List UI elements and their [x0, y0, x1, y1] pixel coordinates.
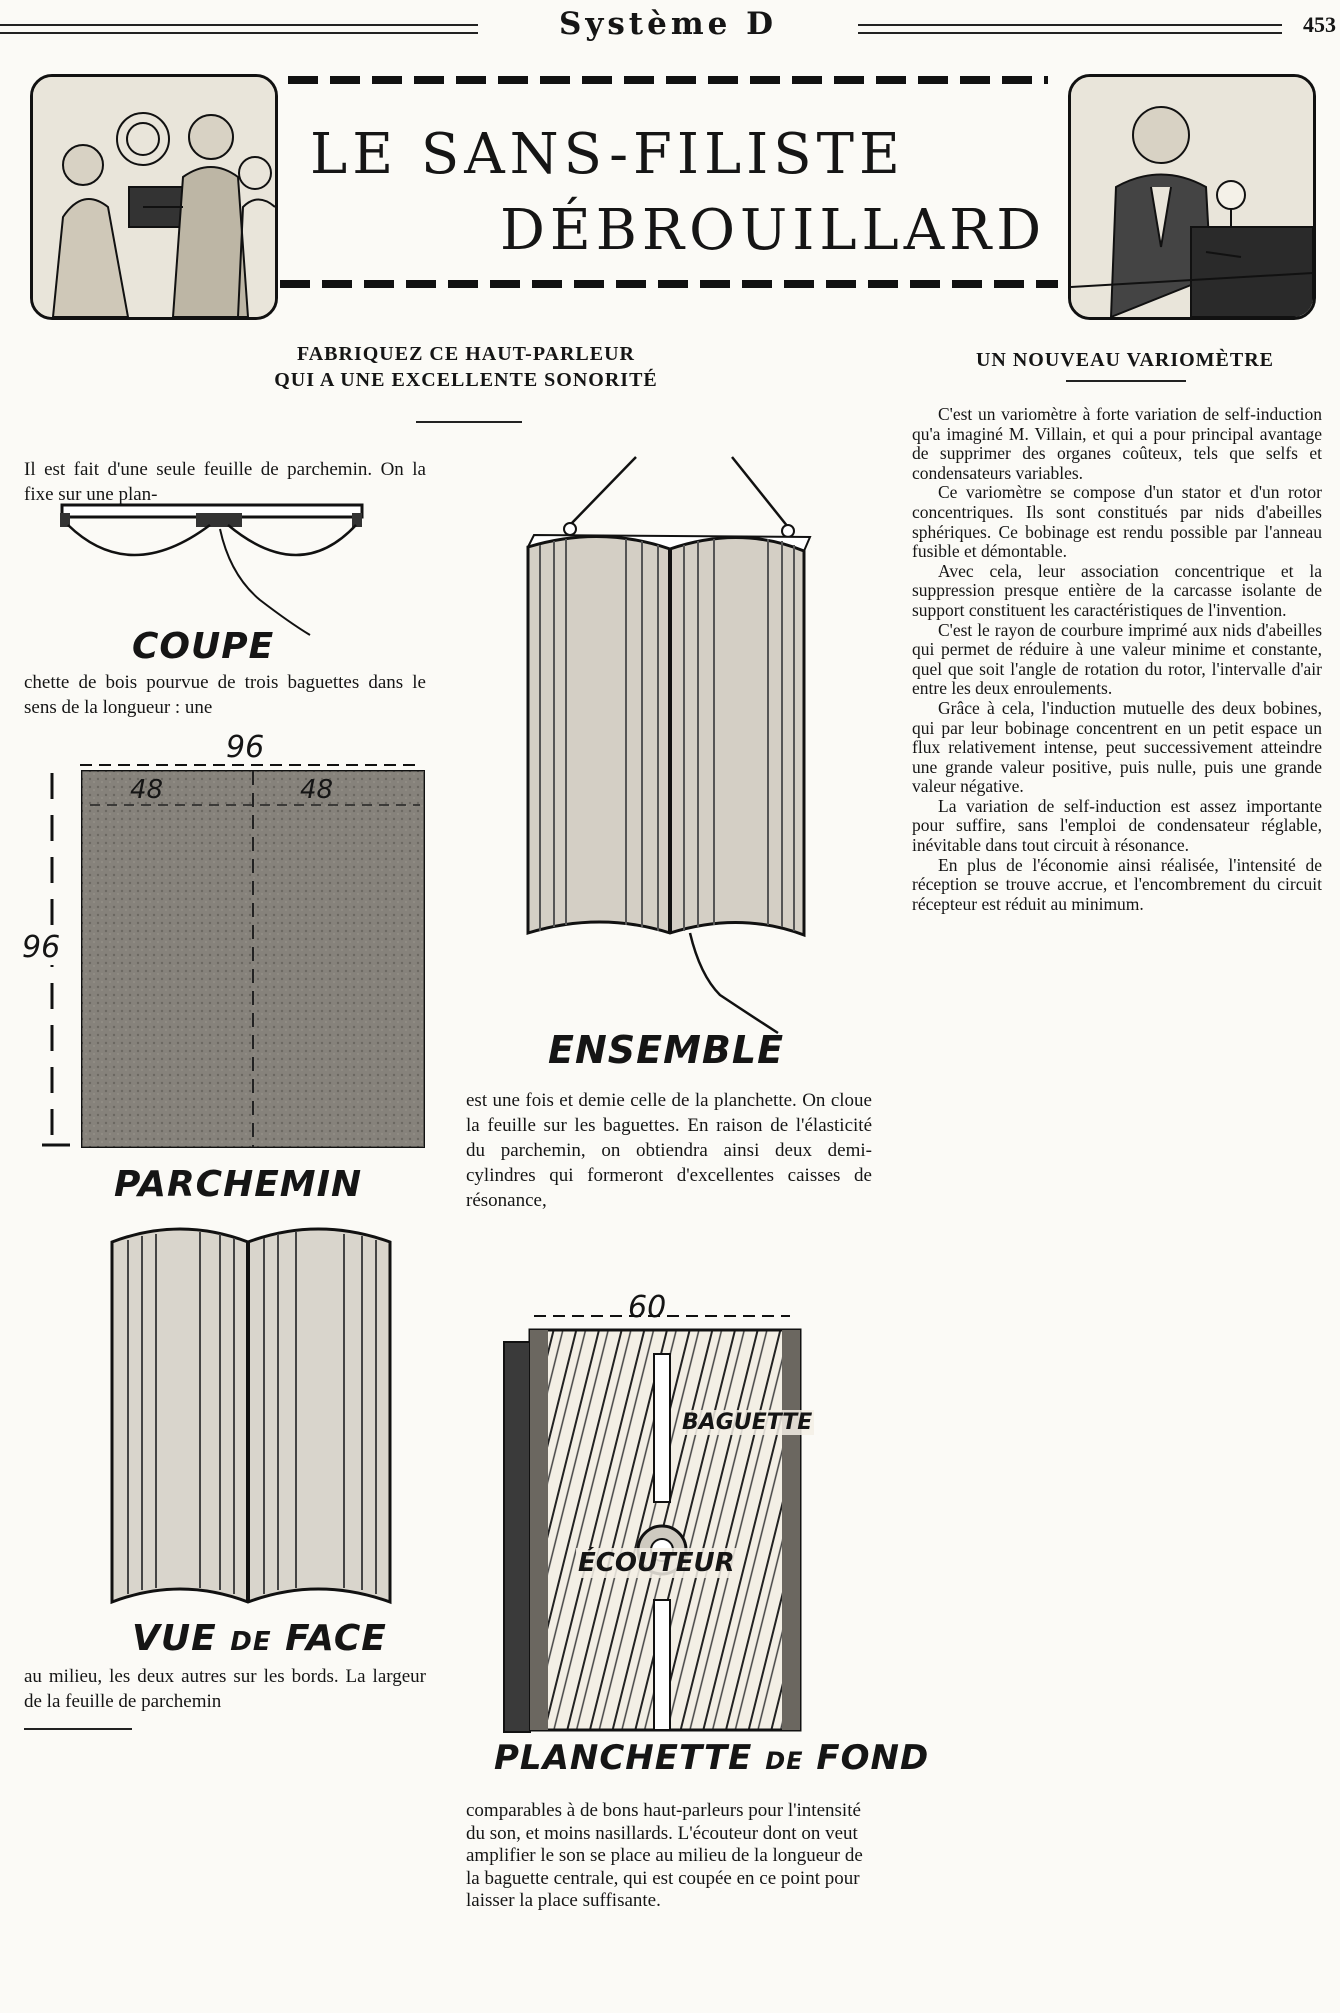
label-ecouteur: ÉCOUTEUR [578, 1548, 735, 1578]
figure-ensemble-drawing [520, 455, 820, 1055]
banner-title-line1: LE SANS-FILISTE [310, 122, 905, 187]
dimension-parchemin-half-left: 48 [130, 775, 164, 805]
running-head-rule-left [0, 24, 478, 34]
vignette-right-illustration [1068, 74, 1316, 320]
page-number: 453 [1303, 12, 1336, 37]
right-article-body [912, 405, 1322, 914]
right-para-6: La variation de self-induction est assez importante pour suffire, sans l'emploi de condensateur réglable, inévitable dans tout circuit à résonance. [912, 795, 1322, 856]
caption-de-word: DE [230, 1627, 272, 1657]
center-article-para4 [466, 1088, 872, 1213]
caption-vue-de-face [132, 1618, 387, 1659]
left-article-title [206, 341, 726, 393]
banner [30, 74, 1310, 314]
left-article-title-line1: FABRIQUEZ CE HAUT-PARLEUR [297, 343, 635, 365]
right-article-title: UN NOUVEAU VARIOMÈTRE [975, 349, 1275, 371]
dimension-parchemin-half-right: 48 [300, 775, 334, 805]
para4-text: est une fois et demie celle de la planchette. On cloue la feuille sur les baguettes. En raison de l'élasticité du parchemin, on obtiendra ainsi deux demi-cylindres qui formeront d'excellentes caisses de résonance, [466, 1090, 872, 1211]
caption-coupe: COUPE [132, 626, 275, 667]
right-title-rule [1066, 380, 1186, 382]
figure-parchemin-drawing [40, 745, 440, 1165]
figure-vue-de-face-drawing [108, 1222, 398, 1622]
radio-operator-illustration [1071, 77, 1313, 317]
right-para-5: Grâce à cela, l'induction mutuelle des deux bobines, qui par leur bobinage concentrent en un petit espace un flux relativement intense, peut successivement atteindre une grande valeur positive, puis nulle, puis une grande valeur négative. [912, 697, 1322, 797]
right-para-1: C'est un variomètre à forte variation de self-induction qu'a imaginé M. Villain, et qui a pour principal avantage de supprimer des organes coûteux, tels que selfs et condensateurs variables. [912, 404, 1322, 483]
right-para-3: Avec cela, leur association concentrique et la suppression presque entière de la carcasse isolante de support constituent les caractéristiques de l'invention. [912, 560, 1322, 620]
dimension-parchemin-width: 96 [226, 730, 265, 765]
para1-text: Il est fait d'une seule feuille de parchemin. On la fixe sur une plan- [24, 459, 426, 505]
figure-coupe-drawing [60, 505, 380, 645]
para2-text: chette de bois pourvue de trois baguettes dans le sens de la longueur : une [24, 672, 426, 718]
running-head [0, 6, 1340, 46]
right-para-4: C'est le rayon de courbure imprimé aux nids d'abeilles qui permet de réduire à une valeur minime et constante, quel que soit l'angle de rotation du rotor, l'intervalle d'air entre les deux enroulements. [912, 619, 1322, 699]
caption-face-word: FACE [285, 1618, 387, 1659]
left-title-rule [416, 421, 522, 423]
center-article-para5 [466, 1800, 876, 1913]
banner-title-line2: DÉBROUILLARD [500, 198, 1047, 263]
vignette-left-illustration [30, 74, 278, 320]
caption-planchette-de-fond [494, 1738, 929, 1778]
right-para-7: En plus de l'économie ainsi réalisée, l'intensité de réception se trouve accrue, et l'encombrement du circuit récepteur est réduit au minimum. [912, 854, 1322, 914]
caption-ensemble: ENSEMBLE [548, 1028, 785, 1072]
para3-text: au milieu, les deux autres sur les bords. La largeur de la feuille de parchemin [24, 1666, 426, 1712]
left-article-para3 [24, 1664, 426, 1714]
banner-dash-rule-top [288, 76, 1048, 84]
label-baguette: BAGUETTE [682, 1410, 813, 1435]
caption-parchemin: PARCHEMIN [114, 1164, 363, 1205]
banner-dash-rule-bottom [280, 280, 1058, 288]
para5-text: comparables à de bons haut-parleurs pour l'intensité du son, et moins nasillards. L'écouteur dont on veut amplifier le son se place au milieu de la longueur de la baguette centrale, qui est coupée en ce point pour laisser la place suffisante. [466, 1800, 863, 1911]
dimension-parchemin-height: 96 [22, 930, 61, 965]
dimension-planchette-width: 60 [628, 1290, 667, 1325]
radio-listeners-illustration [33, 77, 275, 317]
right-para-2: Ce variomètre se compose d'un stator et d'un rotor concentriques. Ils sont constitués par nids d'abeilles sphériques. Ce bobinage est rendu possible par l'anneau fusible et démontable. [912, 482, 1322, 562]
caption-vue-word: VUE [132, 1618, 217, 1659]
running-head-rule-right [858, 24, 1282, 34]
left-article-para1 [24, 457, 426, 507]
caption-fond-word: FOND [816, 1738, 930, 1778]
left-column-end-rule [24, 1728, 132, 1730]
caption-de-word-2: DE [765, 1747, 804, 1775]
left-article-title-line2: QUI A UNE EXCELLENTE SONORITÉ [274, 369, 658, 391]
journal-name: Système D [558, 6, 778, 42]
caption-planchette-word: PLANCHETTE [494, 1738, 753, 1778]
figure-planchette-drawing [490, 1300, 820, 1740]
left-article-para2 [24, 670, 426, 720]
